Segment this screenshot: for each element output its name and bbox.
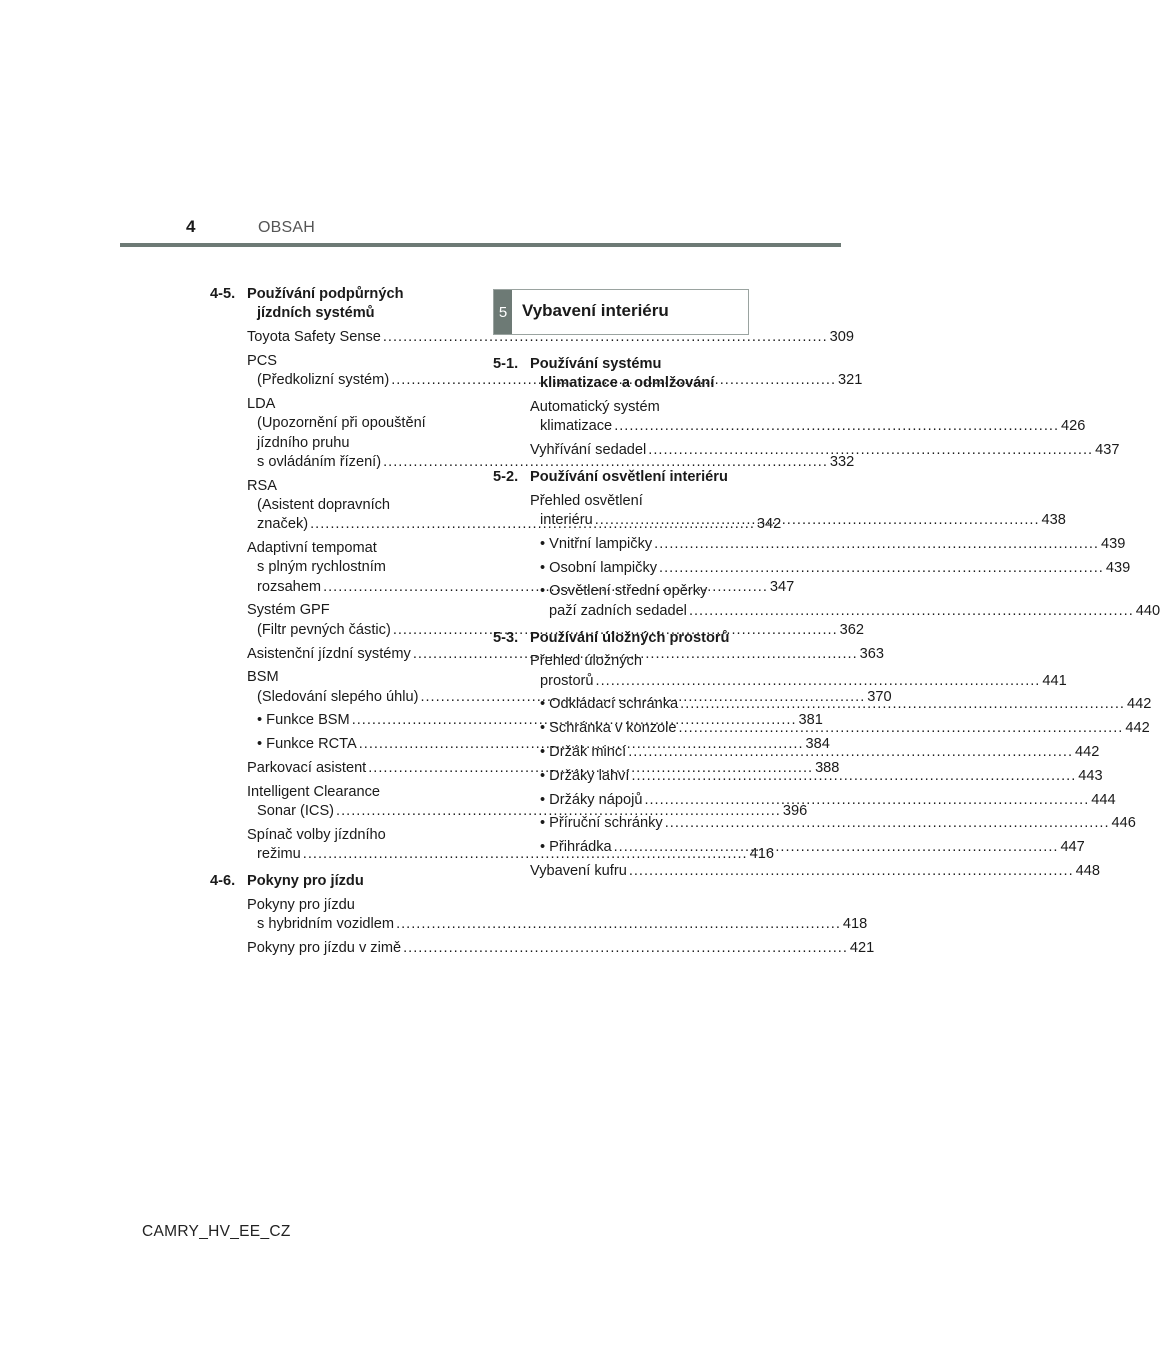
page-ref[interactable]: 442: [1075, 744, 1100, 761]
page-ref[interactable]: 444: [1091, 791, 1116, 808]
dot-leader: [403, 940, 848, 956]
toc-section[interactable]: [493, 629, 743, 648]
page-ref[interactable]: 448: [1075, 863, 1100, 880]
entry-line: [530, 672, 1067, 691]
entry-text: Vybavení kufru: [530, 863, 627, 880]
toc-entry[interactable]: [530, 398, 1086, 437]
page-ref[interactable]: 439: [1100, 535, 1126, 552]
entry-text: Asistenční jízdní systémy: [247, 645, 411, 662]
page-ref[interactable]: 447: [1060, 839, 1085, 856]
page-ref[interactable]: 446: [1111, 815, 1136, 832]
entry-line: [247, 453, 855, 472]
page-ref[interactable]: 421: [849, 939, 875, 956]
dot-leader: [659, 560, 1104, 576]
page-ref[interactable]: 440: [1135, 602, 1160, 619]
page-ref[interactable]: 363: [859, 645, 885, 662]
entry-text: Vyhřívání sedadel: [530, 442, 647, 459]
entry-text: s ovládáním řízení): [257, 453, 382, 470]
page-ref[interactable]: 442: [1126, 696, 1152, 713]
dot-leader: [629, 863, 1074, 879]
entry-text: prostorů: [540, 672, 594, 689]
page-ref[interactable]: 438: [1041, 512, 1066, 529]
dot-leader: [614, 418, 1059, 434]
entry-text: Parkovací asistent: [247, 760, 367, 777]
entry-line: [540, 791, 1116, 810]
section-title: [247, 872, 460, 891]
entry-line: [247, 328, 855, 347]
page-ref[interactable]: 437: [1095, 442, 1120, 459]
section-title: [530, 629, 743, 648]
page-ref[interactable]: 347: [769, 578, 795, 595]
page-ref[interactable]: 381: [798, 712, 823, 729]
entry-text: PCS: [247, 352, 278, 369]
section-title: [247, 285, 460, 324]
page-ref[interactable]: 439: [1105, 559, 1131, 576]
toc-section[interactable]: [210, 285, 460, 324]
entry-text: s hybridním vozidlem: [257, 916, 395, 933]
toc-bullet-entry[interactable]: [540, 535, 1126, 554]
entry-text: Automatický systém: [530, 399, 660, 416]
page-ref[interactable]: 441: [1042, 672, 1067, 689]
page-ref[interactable]: 309: [829, 329, 855, 346]
entry-text: • Odkládací schránka: [540, 696, 679, 713]
page-ref[interactable]: 388: [815, 760, 840, 777]
toc-entry[interactable]: [530, 862, 1100, 881]
entry-text: rozsahem: [257, 578, 322, 595]
entry-line: [530, 441, 1120, 460]
entry-text: • Schránka v konzole: [540, 720, 677, 737]
toc-bullet-entry[interactable]: [540, 814, 1136, 833]
toc-entry[interactable]: [530, 441, 1120, 460]
section-number: 5-2.: [493, 468, 519, 485]
header-rule: [120, 243, 841, 247]
dot-leader: [654, 536, 1099, 552]
entry-line: [540, 814, 1136, 833]
section-title: [530, 468, 743, 487]
toc-entry[interactable]: [247, 328, 855, 347]
dot-leader: [689, 603, 1134, 619]
entry-text: interiéru: [540, 512, 593, 529]
page-ref[interactable]: 396: [782, 803, 808, 820]
dot-leader: [396, 916, 841, 932]
page-ref[interactable]: 370: [867, 688, 892, 705]
entry-text: značek): [257, 516, 309, 533]
section-number: 4-5.: [210, 286, 236, 302]
entry-text: Intelligent Clearance: [247, 783, 381, 800]
entry-text: RSA: [247, 477, 278, 494]
section-number: 4-6.: [210, 873, 236, 890]
document-code: CAMRY_HV_EE_CZ: [142, 1223, 291, 1240]
dot-leader: [595, 512, 1040, 528]
dot-leader: [628, 744, 1073, 760]
page-ref[interactable]: 342: [756, 516, 782, 533]
toc-section[interactable]: [210, 872, 460, 891]
page-ref[interactable]: 416: [749, 846, 774, 863]
entry-line: [540, 559, 1131, 578]
entry-text: Systém GPF: [247, 602, 330, 619]
section-number: 5-1.: [493, 356, 519, 372]
entry-text: režimu: [257, 846, 301, 863]
entry-text: • Funkce BSM: [257, 712, 350, 729]
page-ref[interactable]: 442: [1125, 720, 1150, 737]
entry-text: • Vnitřní lampičky: [540, 535, 653, 552]
section-title-line: Pokyny pro jízdu: [247, 873, 364, 890]
entry-text: Přehled osvětlení: [530, 492, 643, 509]
entry-text: • Přihrádka: [540, 839, 612, 856]
page-ref[interactable]: 362: [839, 621, 864, 638]
section-title: [530, 355, 743, 394]
entry-text: • Funkce RCTA: [257, 736, 357, 753]
entry-text: (Asistent dopravních: [257, 496, 391, 513]
entry-text: • Osvětlení střední opěrky: [540, 583, 708, 600]
toc-entry[interactable]: [247, 939, 875, 958]
page-ref[interactable]: 426: [1061, 418, 1086, 435]
page-header-title: OBSAH: [258, 219, 316, 236]
page-number: 4: [186, 217, 196, 236]
entry-text: Pokyny pro jízdu v zimě: [247, 939, 402, 956]
entry-text: Spínač volby jízdního: [247, 826, 386, 843]
entry-text: (Upozornění při opouštění: [257, 415, 426, 432]
page-ref[interactable]: 321: [838, 372, 863, 389]
page-ref[interactable]: 384: [805, 736, 830, 753]
entry-text: Přehled úložných: [530, 653, 642, 670]
toc-entry[interactable]: [247, 896, 868, 935]
chapter-number-tab: 5: [494, 290, 512, 334]
entry-text: Adaptivní tempomat: [247, 540, 377, 557]
entry-text: • Držáky nápojů: [540, 791, 643, 808]
dot-leader: [631, 768, 1076, 784]
entry-text: s plným rychlostním: [257, 559, 386, 576]
dot-leader: [596, 673, 1041, 689]
toc-section[interactable]: [493, 355, 743, 394]
dot-leader: [680, 696, 1125, 712]
entry-text: jízdního pruhu: [257, 434, 350, 451]
chapter-heading[interactable]: [493, 289, 749, 335]
entry-text: • Držák mincí: [540, 744, 627, 761]
entry-text: LDA: [247, 395, 276, 412]
section-title-line: jízdních systémů: [257, 305, 375, 322]
section-title-line: klimatizace a odmlžování: [540, 375, 715, 392]
chapter-title: Vybavení interiéru: [522, 301, 669, 320]
toc-bullet-entry[interactable]: [540, 791, 1116, 810]
section-title-line: Používání úložných prostorů: [530, 629, 730, 646]
page-ref[interactable]: 443: [1078, 767, 1103, 784]
entry-text: • Příruční schránky: [540, 815, 663, 832]
dot-leader: [648, 442, 1093, 458]
entry-line: [247, 939, 875, 958]
page-ref[interactable]: 332: [829, 453, 855, 470]
toc-bullet-entry[interactable]: [540, 559, 1131, 578]
toc-section[interactable]: [493, 468, 743, 487]
entry-text: BSM: [247, 669, 279, 686]
entry-text: paží zadních sedadel: [549, 602, 687, 619]
section-title-line: Používání osvětlení interiéru: [530, 468, 728, 485]
section-title-line: Používání podpůrných: [247, 286, 404, 302]
entry-line: [247, 802, 808, 821]
entry-line: [530, 862, 1100, 881]
page-ref[interactable]: 418: [842, 916, 868, 933]
entry-line: [530, 417, 1086, 436]
entry-text: • Osobní lampičky: [540, 559, 658, 576]
dot-leader: [614, 839, 1059, 855]
entry-text: (Předkolizní systém): [257, 372, 390, 389]
entry-text: (Filtr pevných částic): [257, 621, 391, 638]
dot-leader: [644, 792, 1089, 808]
entry-text: klimatizace: [540, 418, 613, 435]
entry-text: Sonar (ICS): [257, 803, 335, 820]
section-number: 5-3.: [493, 629, 519, 646]
entry-line: [247, 915, 868, 934]
dot-leader: [679, 720, 1124, 736]
entry-line: [540, 535, 1126, 554]
dot-leader: [665, 815, 1110, 831]
entry-text: Pokyny pro jízdu: [247, 896, 355, 913]
entry-text: (Sledování slepého úhlu): [257, 688, 419, 705]
entry-line: [540, 602, 1160, 621]
entry-text: • Držáky lahví: [540, 767, 630, 784]
section-title-line: Používání systému: [530, 356, 662, 372]
entry-text: Toyota Safety Sense: [247, 329, 381, 346]
